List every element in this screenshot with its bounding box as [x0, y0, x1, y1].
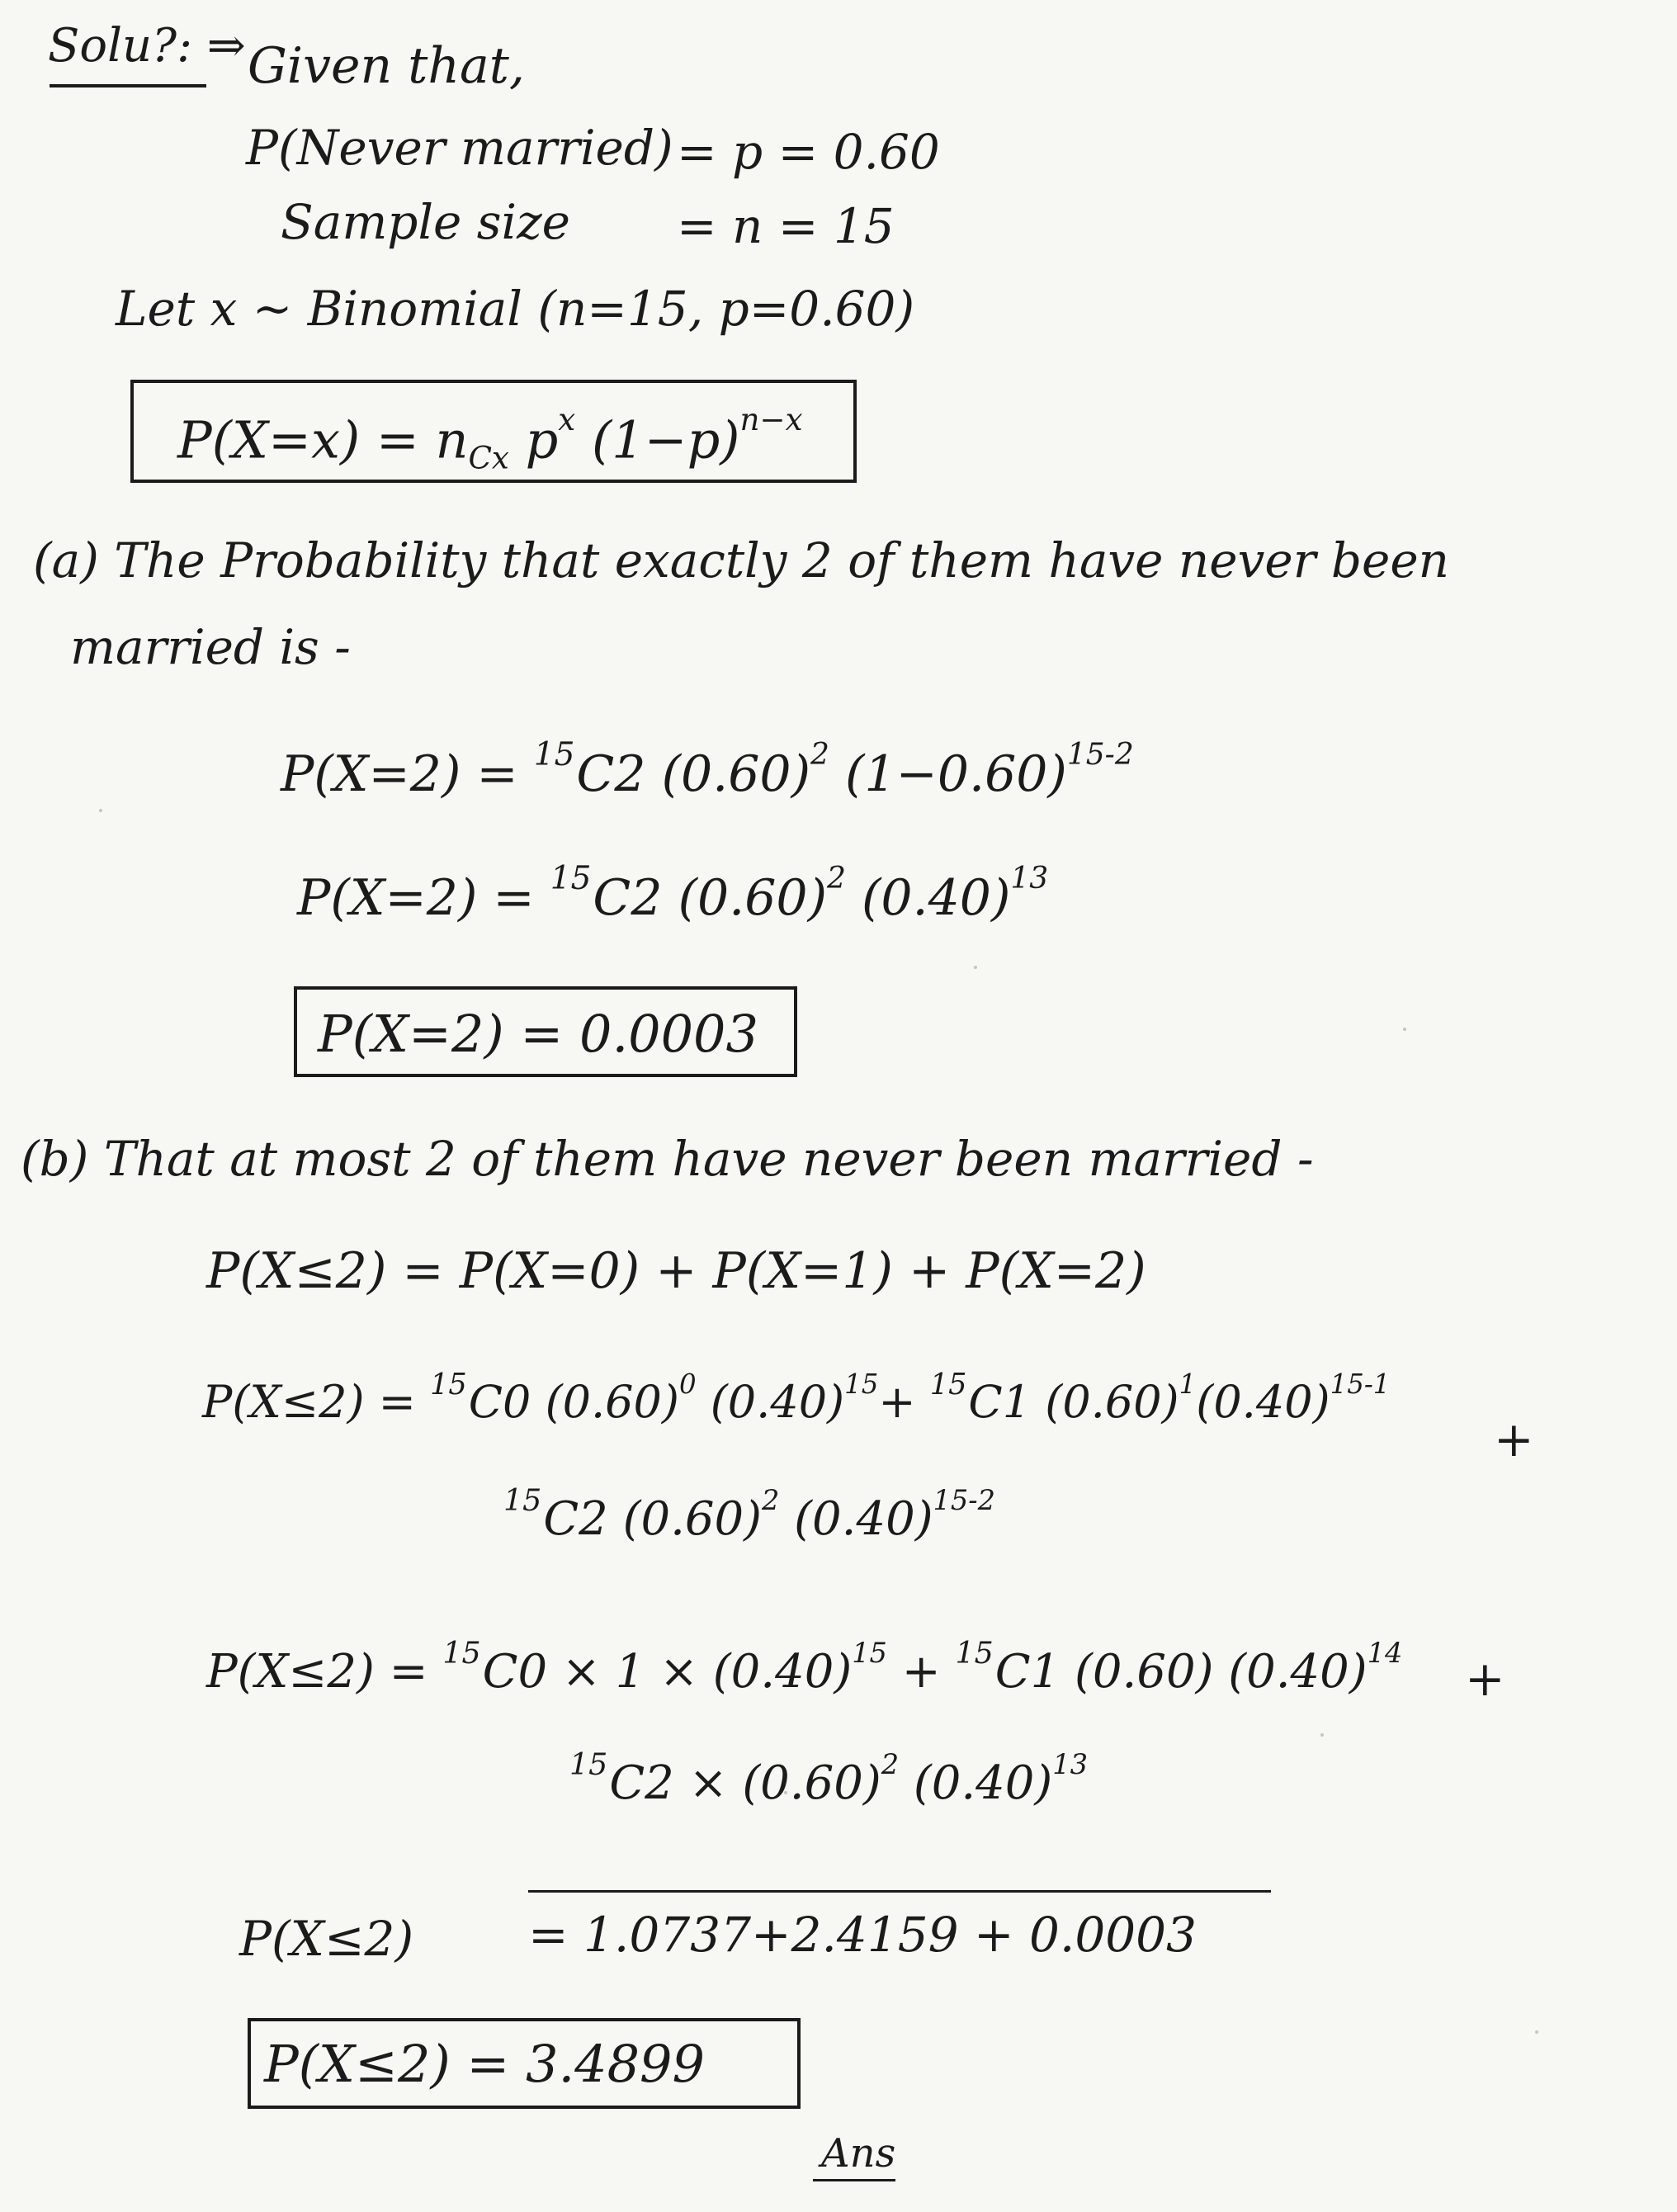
continuation-plus: + [1494, 1411, 1534, 1468]
part-b-expansion: P(X≤2) = P(X=0) + P(X=1) + P(X=2) [206, 1242, 1146, 1300]
solution-heading: Solu?: ⇒ [48, 19, 246, 73]
answer-mark: Ans [821, 2130, 896, 2177]
part-b-result: P(X≤2) = 3.4899 [264, 2034, 705, 2094]
part-b-substitution-2: $P(X\le 2) = ^{15}C0 \times 1 \times (0.40)^{15} + ^{15}C1$ (0.60) $(0.40)^{14}$ [206, 1635, 1403, 1699]
paper-speck [1320, 1733, 1324, 1737]
paper-speck [1403, 1028, 1406, 1031]
part-a-step-1: P(X=2) = $^{15}$C2 $(0.60)^2$ $(1-0.60)^{15-2}$ [281, 736, 1134, 804]
part-b-substitution-2-cont: $^{15}C2 \times (0.60)^2$ $(0.40)^{13}$ [569, 1746, 1088, 1811]
part-b-substitution-1-cont: $^{15}$C2 $(0.60)^2$ $(0.40)^{15-2}$ [503, 1482, 995, 1547]
sample-size-value: = n = 15 [677, 198, 895, 254]
paper-speck [974, 966, 977, 969]
given-text: Given that, [248, 37, 525, 95]
answer-underline [813, 2179, 895, 2181]
part-b-substitution-1: P(X≤2) = $^{15}$C0 $(0.60)^0$ $(0.40)^{15}+ ^{15}C1$ $(0.60)^1(0.40)^{15-1}$ [202, 1368, 1391, 1429]
heading-underline [50, 84, 206, 87]
continuation-plus: + [1465, 1651, 1505, 1707]
part-a-question: (a) The Probability that exactly 2 of them have never been [33, 532, 1449, 588]
part-a-step-2: P(X=2) = $^{15}$C2 $(0.60)^2$ $(0.40)^{13}$ [297, 860, 1049, 928]
sum-rule-line [528, 1890, 1271, 1893]
probability-value: = p = 0.60 [677, 124, 940, 180]
probability-label: P(Never married) [246, 120, 673, 176]
part-b-sum-rhs: = 1.0737+2.4159 + 0.0003 [528, 1907, 1197, 1963]
binomial-formula: $P(X=x) = n_{Cx}$ $p^x$ $(1-p)^{n-x}$ [177, 401, 803, 476]
sample-size-label: Sample size [281, 194, 570, 250]
paper-speck [99, 809, 102, 812]
binomial-definition: Let x ~ Binomial (n=15, p=0.60) [116, 281, 915, 337]
part-a-result: P(X=2) = 0.0003 [318, 1004, 758, 1064]
part-a-question-continued: married is - [70, 619, 351, 675]
part-b-question: (b) That at most 2 of them have never been married - [21, 1131, 1314, 1187]
part-b-sum-lhs: P(X≤2) [239, 1911, 414, 1967]
paper-speck [1535, 2030, 1538, 2034]
